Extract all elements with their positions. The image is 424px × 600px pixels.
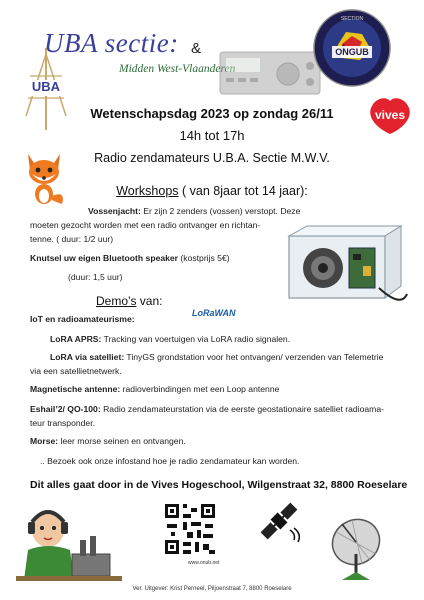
section-subtitle: Midden West-Vlaanderen: [119, 63, 236, 75]
workshops-age-range: ( van 8jaar tot 14 jaar):: [178, 184, 308, 198]
demos-heading: Demo’s: [96, 294, 137, 308]
speaker-kit-image: [283, 224, 411, 312]
demos-heading-line: [96, 294, 162, 308]
fox-hunt-text1: Er zijn 2 zenders (vossen) verstopt. Deze: [140, 206, 301, 216]
eshail-text: Radio zendamateurstation via de eerste geostationaire satelliet radioama-: [100, 404, 384, 414]
infostand-line: .. Bezoek ook onze infostand hoe je radio zendamateur kan worden.: [40, 456, 300, 466]
lora-aprs-label: LoRA APRS:: [50, 334, 102, 344]
ampersand: &: [191, 40, 202, 57]
magnetic-label: Magnetische antenne:: [30, 384, 121, 394]
fox-hunt-label: Vossenjacht:: [88, 206, 141, 216]
lora-sat-line2: via een satellietnetwerk.: [30, 366, 122, 376]
eshail-label: Eshail’2/ QO-100:: [30, 404, 101, 414]
section-title: UBA sectie:: [44, 28, 179, 58]
qr-code[interactable]: [163, 502, 217, 556]
satellite-dish-image: [322, 514, 388, 582]
publisher-line: Ver. Uitgever: Krist Perneel, Piljoenstraat 7, 8800 Roeselare: [132, 586, 292, 592]
speaker-line: [30, 252, 230, 265]
lora-aprs-text: Tracking van voertuigen via LoRA radio signalen.: [101, 334, 291, 344]
morse-label: Morse:: [30, 436, 59, 446]
satellite-icon: [256, 498, 302, 544]
lora-aprs-line: [50, 333, 290, 346]
uba-logo-text: UBA: [31, 79, 61, 94]
eshail-line2: teur transponder.: [30, 418, 95, 428]
qr-url[interactable]: www.onub.net: [188, 560, 220, 566]
magnetic-text: radioverbindingen met een Loop antenne: [120, 384, 280, 394]
fox-hunt-line2: moeten gezocht worden met een radio ontvanger en richtan-: [30, 220, 261, 230]
location-line: Dit alles gaat door in de Vives Hogeschool, Wilgenstraat 32, 8800 Roeselare: [30, 479, 408, 491]
transceiver-image: [218, 44, 322, 98]
speaker-label: Knutsel uw eigen Bluetooth speaker: [30, 253, 179, 263]
event-headline: Wetenschapsdag 2023 op zondag 26/11: [90, 106, 334, 121]
ongub-logo-text: ONGUB: [335, 47, 369, 57]
eshail-line: [30, 403, 384, 416]
lora-sat-label: LoRA via satelliet:: [50, 352, 125, 362]
fox-hunt-line3: tenne. ( duur: 1/2 uur): [30, 234, 114, 244]
speaker-price: (kostprijs 5€): [178, 253, 230, 263]
lora-sat-text: TinyGS grondstation voor het ontvangen/ verzenden van Telemetrie: [124, 352, 384, 362]
radio-operator-cartoon: [14, 500, 124, 582]
workshops-heading: Workshops: [116, 184, 179, 198]
iot-label: IoT en radioamateurisme:: [30, 314, 135, 324]
magnetic-line: [30, 383, 279, 396]
speaker-duration: (duur: 1,5 uur): [68, 272, 123, 282]
vives-logo-text: vives: [374, 108, 406, 122]
event-time: 14h tot 17h: [179, 128, 245, 143]
lora-sat-line: [50, 351, 383, 364]
workshops-heading-line: [0, 184, 424, 198]
club-name: Radio zendamateurs U.B.A. Sectie M.W.V.: [94, 151, 330, 165]
demos-heading-suffix: van:: [136, 294, 163, 308]
lorawan-logo: LoRaWAN: [192, 308, 236, 318]
ongub-ring-text: SECTION: [340, 16, 364, 22]
fox-hunt-line1: [88, 205, 300, 218]
morse-text: leer morse seinen en ontvangen.: [58, 436, 186, 446]
ongub-logo: [312, 8, 392, 88]
morse-line: [30, 435, 186, 448]
